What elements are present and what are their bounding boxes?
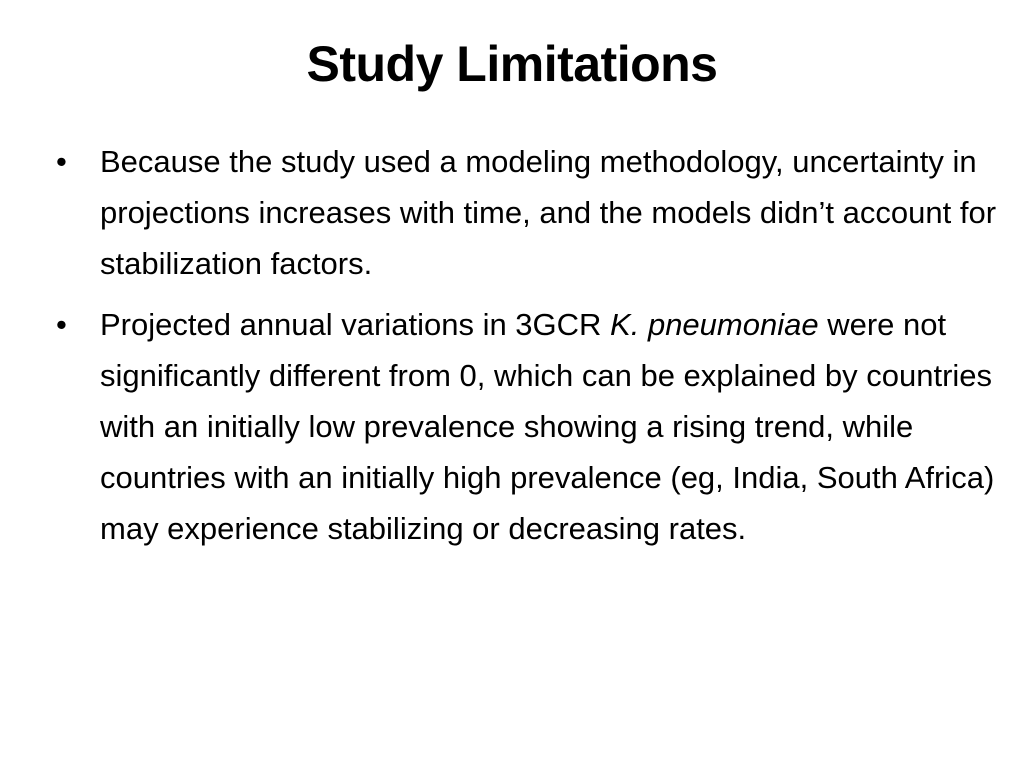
bullet-marker: • (56, 144, 67, 179)
bullet-list (56, 136, 1006, 564)
bullet-text: Because the study used a modeling methodology, uncertainty in projections increases with time, and the models didn’t account for stabilization factors. (100, 144, 997, 281)
bullet-marker: • (56, 307, 67, 342)
bullet-text-after: were not significantly different from 0, which can be explained by countries with an initially low prevalence showing a rising trend, while countries with an initially high prevalence (eg, India, South Africa) may experience stabilizing or decreasing rates. (100, 307, 995, 546)
organism-name: K. pneumoniae (610, 307, 819, 342)
slide-title: Study Limitations (306, 36, 718, 92)
bullet-item (56, 299, 1006, 554)
bullet-item (56, 136, 1006, 289)
bullet-text-before: Projected annual variations in 3GCR (100, 307, 611, 342)
